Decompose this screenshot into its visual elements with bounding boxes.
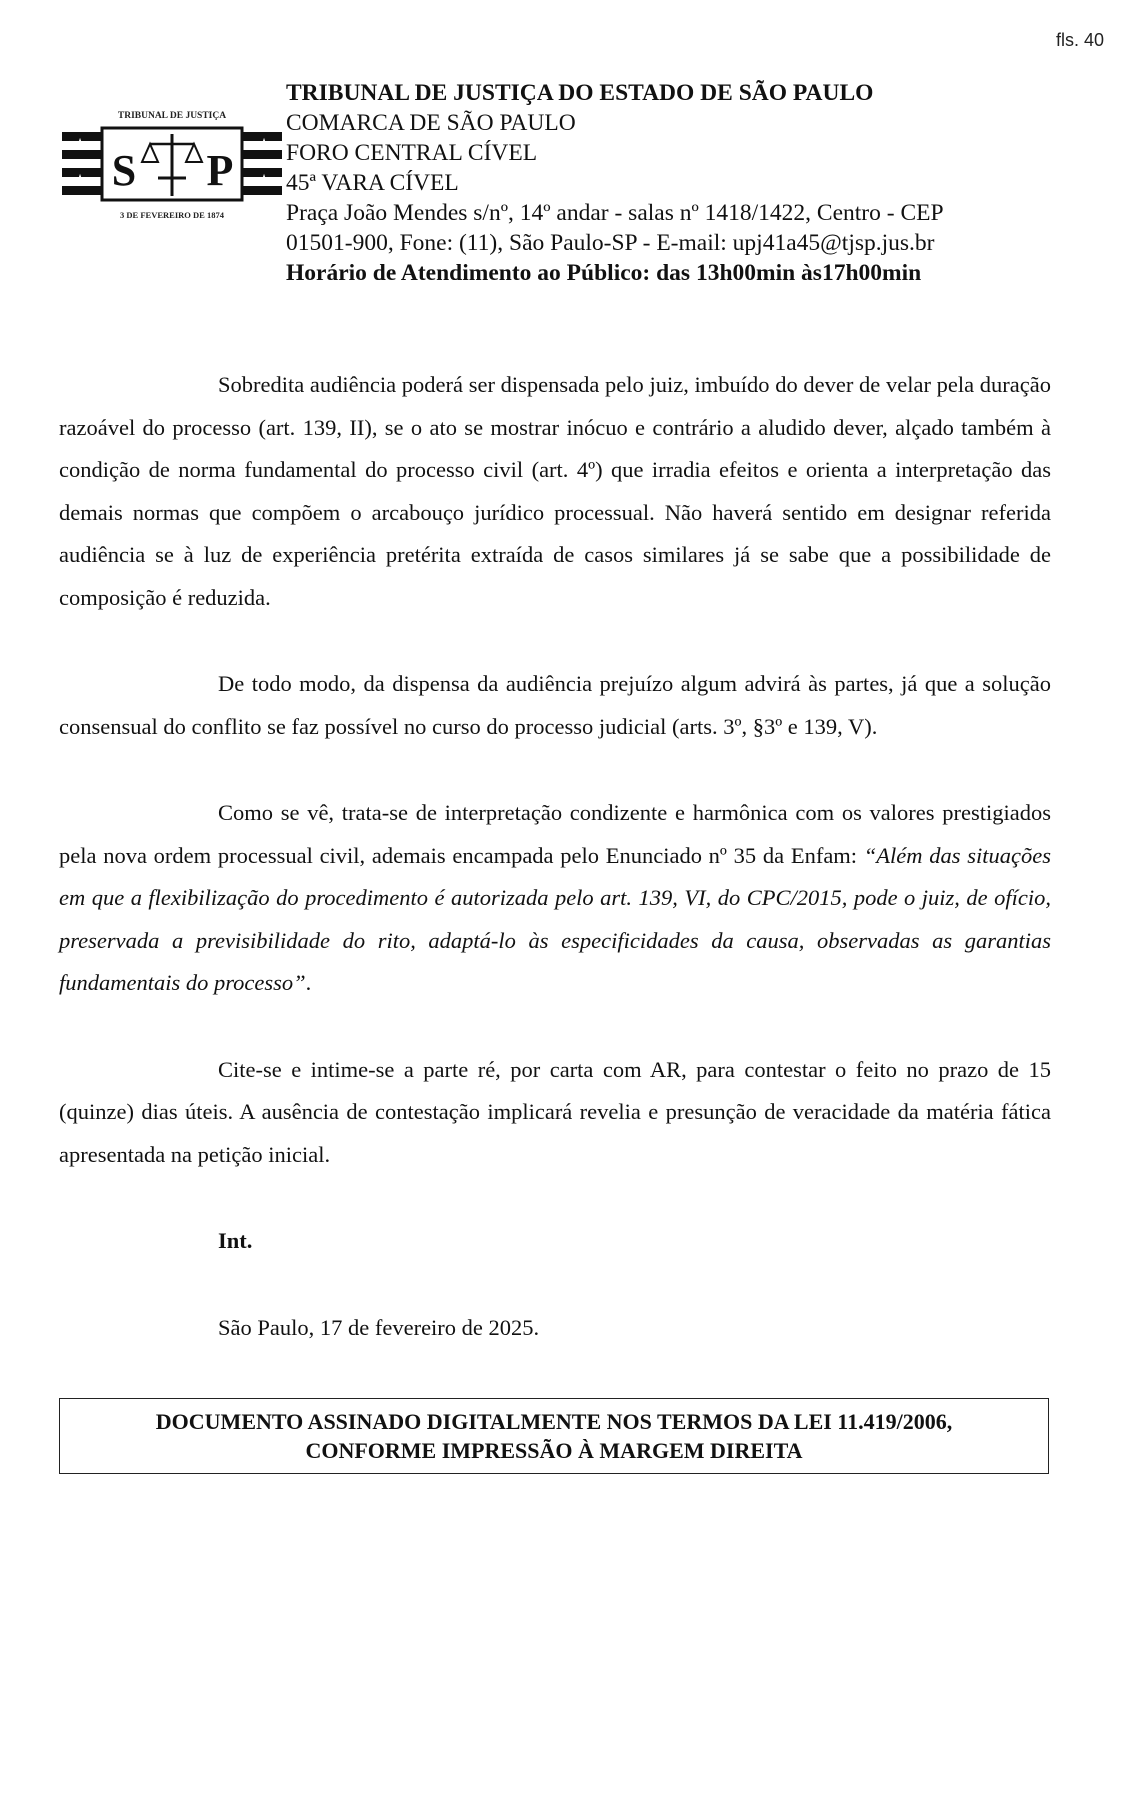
digital-signature-notice [59, 1398, 1049, 1474]
signature-line-2: CONFORME IMPRESSÃO À MARGEM DIREITA [305, 1438, 803, 1463]
address-line-1: Praça João Mendes s/nº, 14º andar - salas nº 1418/1422, Centro - CEP [286, 200, 944, 226]
comarca: COMARCA DE SÃO PAULO [286, 110, 576, 136]
place-date: São Paulo, 17 de fevereiro de 2025. [218, 1314, 540, 1340]
paragraph-3-end: . [305, 970, 312, 995]
svg-text:★: ★ [73, 173, 87, 188]
paragraph-3 [59, 792, 1051, 1005]
service-hours: Horário de Atendimento ao Público: das 13h00min às17h00min [286, 260, 922, 286]
court-name: TRIBUNAL DE JUSTIÇA DO ESTADO DE SÃO PAULO [286, 80, 874, 106]
page-number: fls. 40 [1055, 30, 1104, 50]
paragraph-3-intro: Como se vê, trata-se de interpretação condizente e harmônica com os valores prestigiados pela nova ordem processual civil, ademais encampada pelo Enunciado nº 35 da Enfam: [59, 800, 1051, 868]
svg-text:3 DE FEVEREIRO DE 1874: 3 DE FEVEREIRO DE 1874 [120, 210, 224, 220]
signature-line-1: DOCUMENTO ASSINADO DIGITALMENTE NOS TERMOS DA LEI 11.419/2006, [155, 1409, 953, 1434]
court-header [286, 78, 944, 288]
tjsp-seal-logo [62, 70, 282, 230]
svg-text:★: ★ [257, 137, 271, 152]
closing-int: Int. [218, 1228, 253, 1253]
vara: 45ª VARA CÍVEL [286, 170, 459, 196]
document-body [59, 364, 1051, 1349]
svg-text:S: S [111, 146, 137, 195]
svg-text:TRIBUNAL DE JUSTIÇA: TRIBUNAL DE JUSTIÇA [117, 111, 227, 121]
svg-text:P: P [206, 146, 234, 195]
svg-text:★: ★ [73, 137, 87, 152]
enfam-quote: “Além das situações em que a flexibilização do procedimento é autorizada pelo art. 139, VI, do CPC/2015, pode o juiz, de ofício, preservada a previsibilidade do rito, adaptá-lo às especificidades da causa, observadas as garantias fundamentais do processo” [59, 842, 1051, 995]
foro: FORO CENTRAL CÍVEL [286, 140, 538, 166]
paragraph-1: Sobredita audiência poderá ser dispensada pelo juiz, imbuído do dever de velar pela duração razoável do processo (art. 139, II), se o ato se mostrar inócuo e contrário a aludido dever, alçado também à condição de norma fundamental do processo civil (art. 4º) que irradia efeitos e orienta a interpretação das demais normas que compõem o arcabouço jurídico processual. Não haverá sentido em designar referida audiência se à luz de experiência pretérita extraída de casos similares já se sabe que a possibilidade de composição é reduzida. [59, 372, 1051, 610]
svg-text:★: ★ [257, 173, 271, 188]
paragraph-2: De todo modo, da dispensa da audiência prejuízo algum advirá às partes, já que a solução consensual do conflito se faz possível no curso do processo judicial (arts. 3º, §3º e 139, V). [59, 671, 1051, 739]
paragraph-4: Cite-se e intime-se a parte ré, por carta com AR, para contestar o feito no prazo de 15 (quinze) dias úteis. A ausência de contestação implicará revelia e presunção de veracidade da matéria fática apresentada na petição inicial. [59, 1056, 1051, 1167]
address-line-2: 01501-900, Fone: (11), São Paulo-SP - E-mail: upj41a45@tjsp.jus.br [286, 230, 935, 256]
